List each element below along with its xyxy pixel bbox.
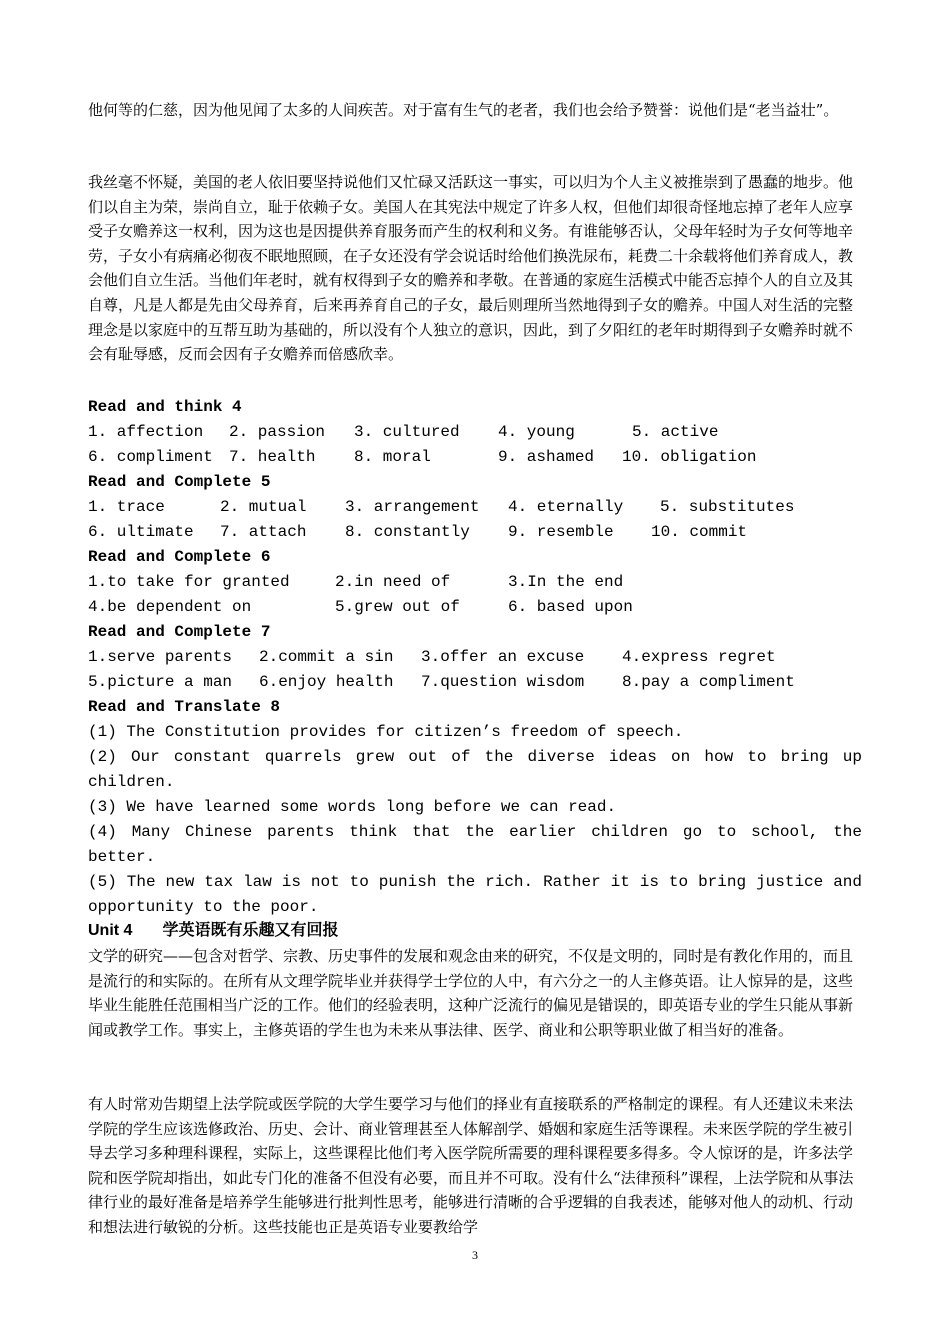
section-heading: Read and Translate 8 [88,698,281,716]
answer-item: 6.enjoy health [259,673,394,691]
answer-item: 5.grew out of [335,598,460,616]
answer-row [88,495,868,520]
answer-item: 2. mutual [220,498,307,516]
answer-item: 5.picture a man [88,673,233,691]
answer-item: 9. ashamed [498,448,595,466]
unit-title: 学英语既有乐趣又有回报 [162,920,339,939]
answer-item: 9. resemble [508,523,614,541]
answer-item: 7. attach [220,523,307,541]
answer-item: 2.commit a sin [259,648,394,666]
answer-row [88,520,868,545]
paragraph-elderly-praise: 他何等的仁慈，因为他见闻了太多的人间疾苦。对于富有生气的老者，我们也会给予赞誉：说他们是“老当益壮”。 [88,101,839,119]
answer-item: 6. based upon [508,598,633,616]
paragraph-american-elderly: 我丝毫不怀疑，美国的老人依旧要坚持说他们又忙碌又活跃这一事实，可以归为个人主义被推崇到了愚蠢的地步。他们以自主为荣，崇尚自立，耻于依赖子女。美国人在其宪法中规定了许多人权，但他们却很奇怪地忘掉了老年人应享受子女赡养这一权利，因为这也是因提供养育服务而产生的权利和义务。有谁能够否认，父母年轻时为子女何等地辛劳，子女小有病痛必彻夜不眠地照顾，在子女还没有学会说话时给他们换洗尿布，耗费二十余载将他们养育成人，教会他们自立生活。当他们年老时，就有权得到子女的赡养和孝敬。在普通的家庭生活模式中能否忘掉个人的自立及其自尊，凡是人都是先由父母养育，后来再养育自己的子女，最后则理所当然地得到子女的赡养。中国人对生活的完整理念是以家庭中的互帮互助为基础的，所以没有个人独立的意识，因此，到了夕阳红的老年时期得到子女赡养时就不会有耻辱感，反而会因有子女赡养而倍感欣幸。 [88,173,854,364]
section-heading: Read and think 4 [88,398,242,416]
heading-read-and-complete-5 [88,470,868,495]
answer-item: 1. affection [88,423,204,441]
answer-row [88,595,868,620]
translation-item: (2) Our constant quarrels grew out of the diverse ideas on how to bring up children. [88,748,862,791]
answer-item: 1.to take for granted [88,573,290,591]
answer-item: 3. arrangement [345,498,480,516]
answer-item: 2. passion [229,423,326,441]
answer-item: 4.be dependent on [88,598,252,616]
translation-item: (5) The new tax law is not to punish the rich. Rather it is to bring justice and opportunity to the poor. [88,873,862,916]
paragraph-law-medicine: 有人时常劝告期望上法学院或医学院的大学生要学习与他们的择业有直接联系的严格制定的课程。有人还建议未来法学院的学生应该选修政治、历史、会计、商业管理甚至人体解剖学、婚姻和家庭生活等课程。未来医学院的学生被引导去学习多种理科课程，实际上，这些课程比他们考入医学院所需要的理科课程要多得多。令人惊讶的是，许多法学院和医学院却指出，如此专门化的准备不但没有必要，而且并不可取。没有什么“法律预科”课程，上法学院和从事法律行业的最好准备是培养学生能够进行批判性思考，能够进行清晰的合乎逻辑的自我表述，能够对他人的动机、行动和想法进行敏锐的分析。这些技能也正是英语专业要教给学 [88,1095,854,1236]
answer-item: 3. cultured [354,423,460,441]
unit-heading [88,918,338,943]
section-heading: Read and Complete 5 [88,473,271,491]
answer-item: 1. trace [88,498,165,516]
paragraph-literature-study: 文学的研究——包含对哲学、宗教、历史事件的发展和观念由来的研究，不仅是文明的，同时是有教化作用的，而且是流行的和实际的。在所有从文理学院毕业并获得学士学位的人中，有六分之一的人主修英语。让人惊异的是，这些毕业生能胜任范围相当广泛的工作。他们的经验表明，这种广泛流行的偏见是错误的，即英语专业的学生只能从事新闻或教学工作。事实上，主修英语的学生也为未来从事法律、医学、商业和公职等职业做了相当好的准备。 [88,947,854,1039]
heading-read-and-complete-6 [88,545,868,570]
answer-item: 3.offer an excuse [421,648,585,666]
answer-item: 3.In the end [508,573,624,591]
answer-item: 7. health [229,448,316,466]
answer-row [88,420,868,445]
answer-item: 6. ultimate [88,523,194,541]
answer-item: 7.question wisdom [421,673,585,691]
unit-label: Unit 4 [88,922,133,939]
answer-item: 8.pay a compliment [622,673,795,691]
page-number: 3 [472,1248,478,1262]
section-heading: Read and Complete 7 [88,623,271,641]
answer-row [88,570,868,595]
answer-row [88,670,868,695]
answer-item: 10. obligation [622,448,757,466]
answer-item: 5. substitutes [660,498,795,516]
answer-item: 2.in need of [335,573,451,591]
translation-item: (1) The Constitution provides for citizen’s freedom of speech. [88,723,684,741]
answer-row [88,445,868,470]
answer-item: 8. moral [354,448,431,466]
answer-item: 4. eternally [508,498,624,516]
answer-item: 4. young [498,423,575,441]
translation-item: (4) Many Chinese parents think that the earlier children go to school, the better. [88,823,862,866]
heading-read-and-think-4 [88,395,868,420]
heading-read-and-translate-8 [88,695,868,720]
section-heading: Read and Complete 6 [88,548,271,566]
heading-read-and-complete-7 [88,620,868,645]
answer-item: 6. compliment [88,448,213,466]
answer-row [88,645,868,670]
answer-item: 5. active [632,423,719,441]
answer-item: 4.express regret [622,648,776,666]
answer-item: 8. constantly [345,523,470,541]
translation-item: (3) We have learned some words long before we can read. [88,798,617,816]
answer-item: 1.serve parents [88,648,233,666]
answer-item: 10. commit [651,523,748,541]
